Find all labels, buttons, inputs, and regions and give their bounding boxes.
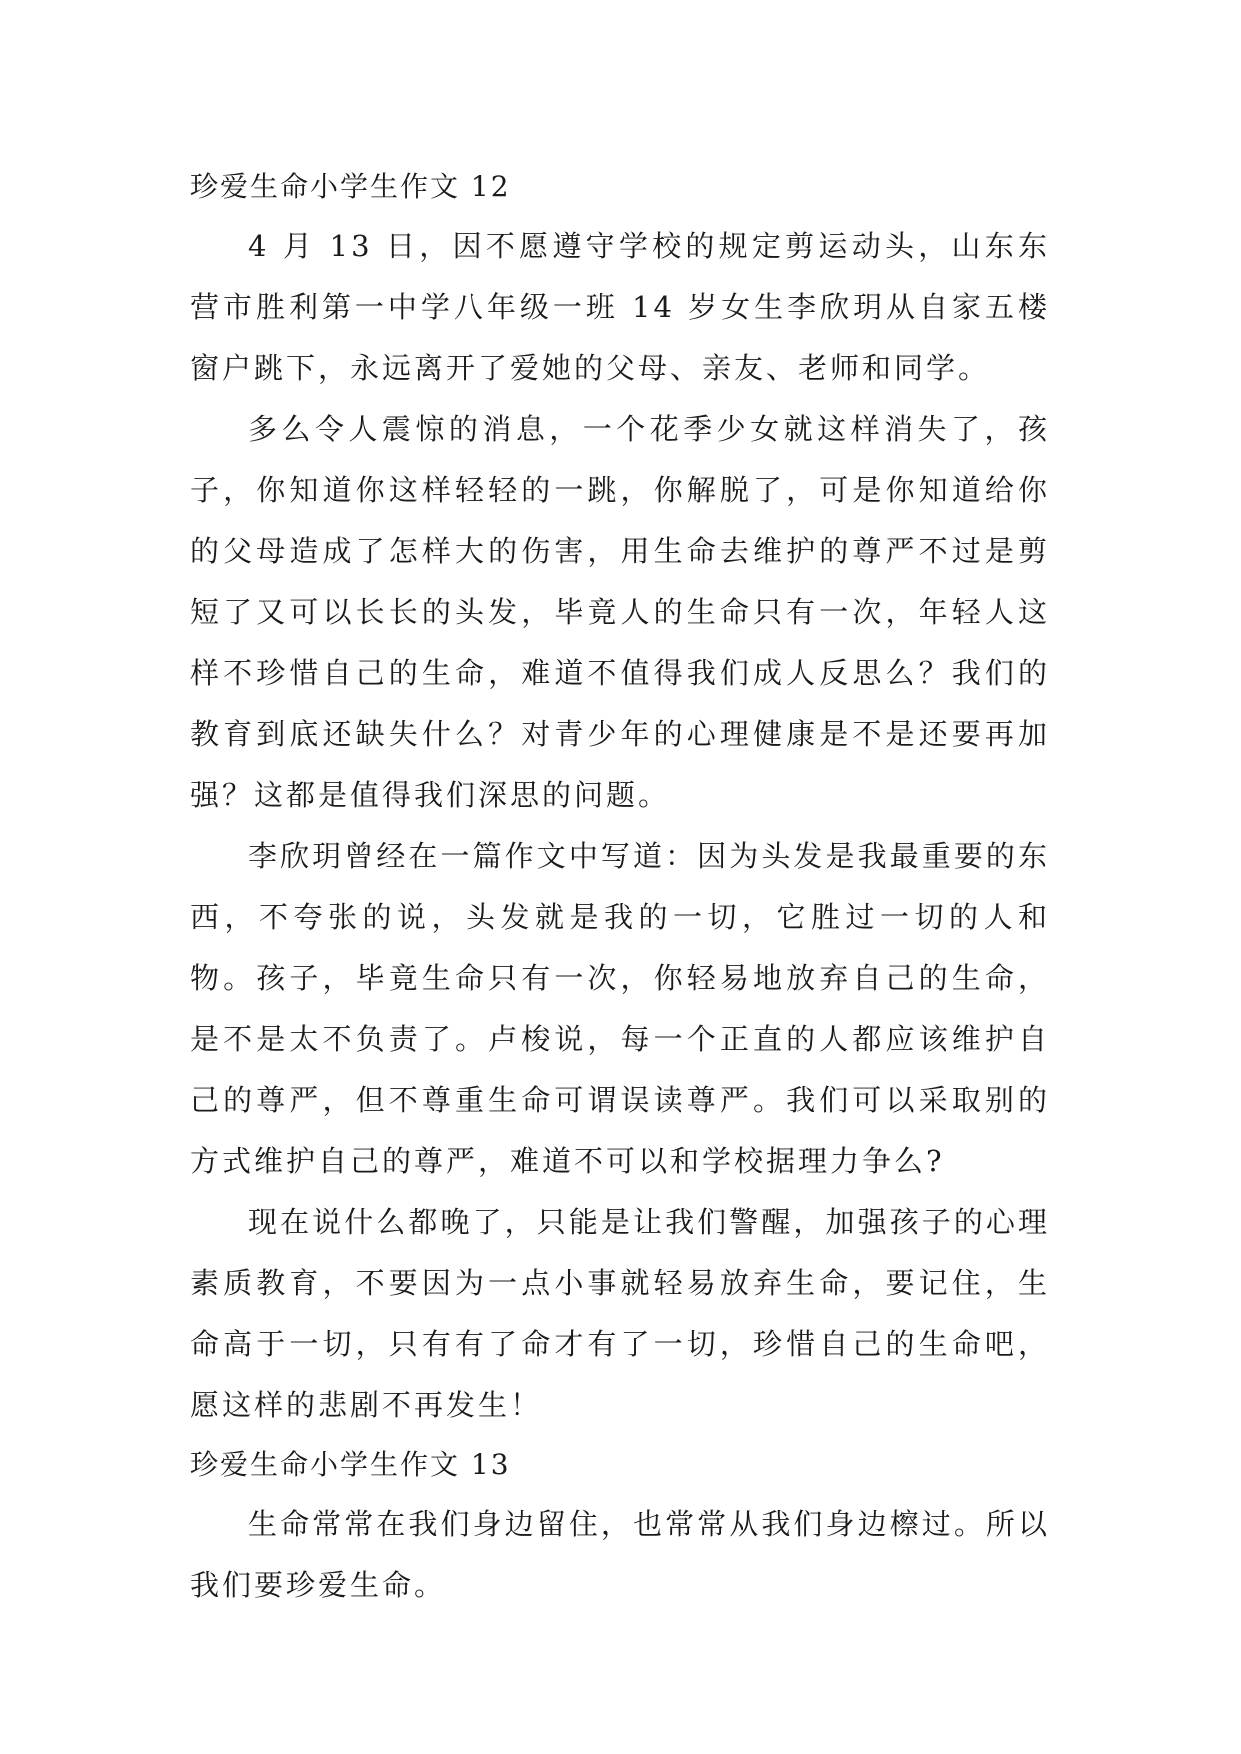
paragraph: 现在说什么都晚了，只能是让我们警醒，加强孩子的心理素质教育，不要因为一点小事就轻易放弃生命，要记住，生命高于一切，只有有了命才有了一切，珍惜自己的生命吧，愿这样的悲剧不再发生！: [190, 1205, 1050, 1422]
section-title: 珍爱生命小学生作文 13: [190, 1448, 511, 1481]
section-title: 珍爱生命小学生作文 12: [190, 170, 511, 203]
paragraph: 多么令人震惊的消息，一个花季少女就这样消失了，孩子，你知道你这样轻轻的一跳，你解脱了，可是你知道给你的父母造成了怎样大的伤害，用生命去维护的尊严不过是剪短了又可以长长的头发，毕竟人的生命只有一次，年轻人这样不珍惜自己的生命，难道不值得我们成人反思么？我们的教育到底还缺失什么？对青少年的心理健康是不是还要再加强？这都是值得我们深思的问题。: [190, 412, 1050, 812]
paragraph: 生命常常在我们身边留住，也常常从我们身边檫过。所以我们要珍爱生命。: [190, 1507, 1050, 1602]
paragraph: 4 月 13 日，因不愿遵守学校的规定剪运动头，山东东营市胜利第一中学八年级一班 14 岁女生李欣玥从自家五楼窗户跳下，永远离开了爱她的父母、亲友、老师和同学。: [190, 229, 1050, 385]
paragraph: 李欣玥曾经在一篇作文中写道：因为头发是我最重要的东西，不夸张的说，头发就是我的一切，它胜过一切的人和物。孩子，毕竟生命只有一次，你轻易地放弃自己的生命，是不是太不负责了。卢梭说，每一个正直的人都应该维护自己的尊严，但不尊重生命可谓误读尊严。我们可以采取别的方式维护自己的尊严，难道不可以和学校据理力争么?: [190, 839, 1050, 1178]
essay-section-12: [190, 158, 1050, 1436]
document-page: [190, 158, 1050, 1616]
essay-section-13: [190, 1436, 1050, 1616]
